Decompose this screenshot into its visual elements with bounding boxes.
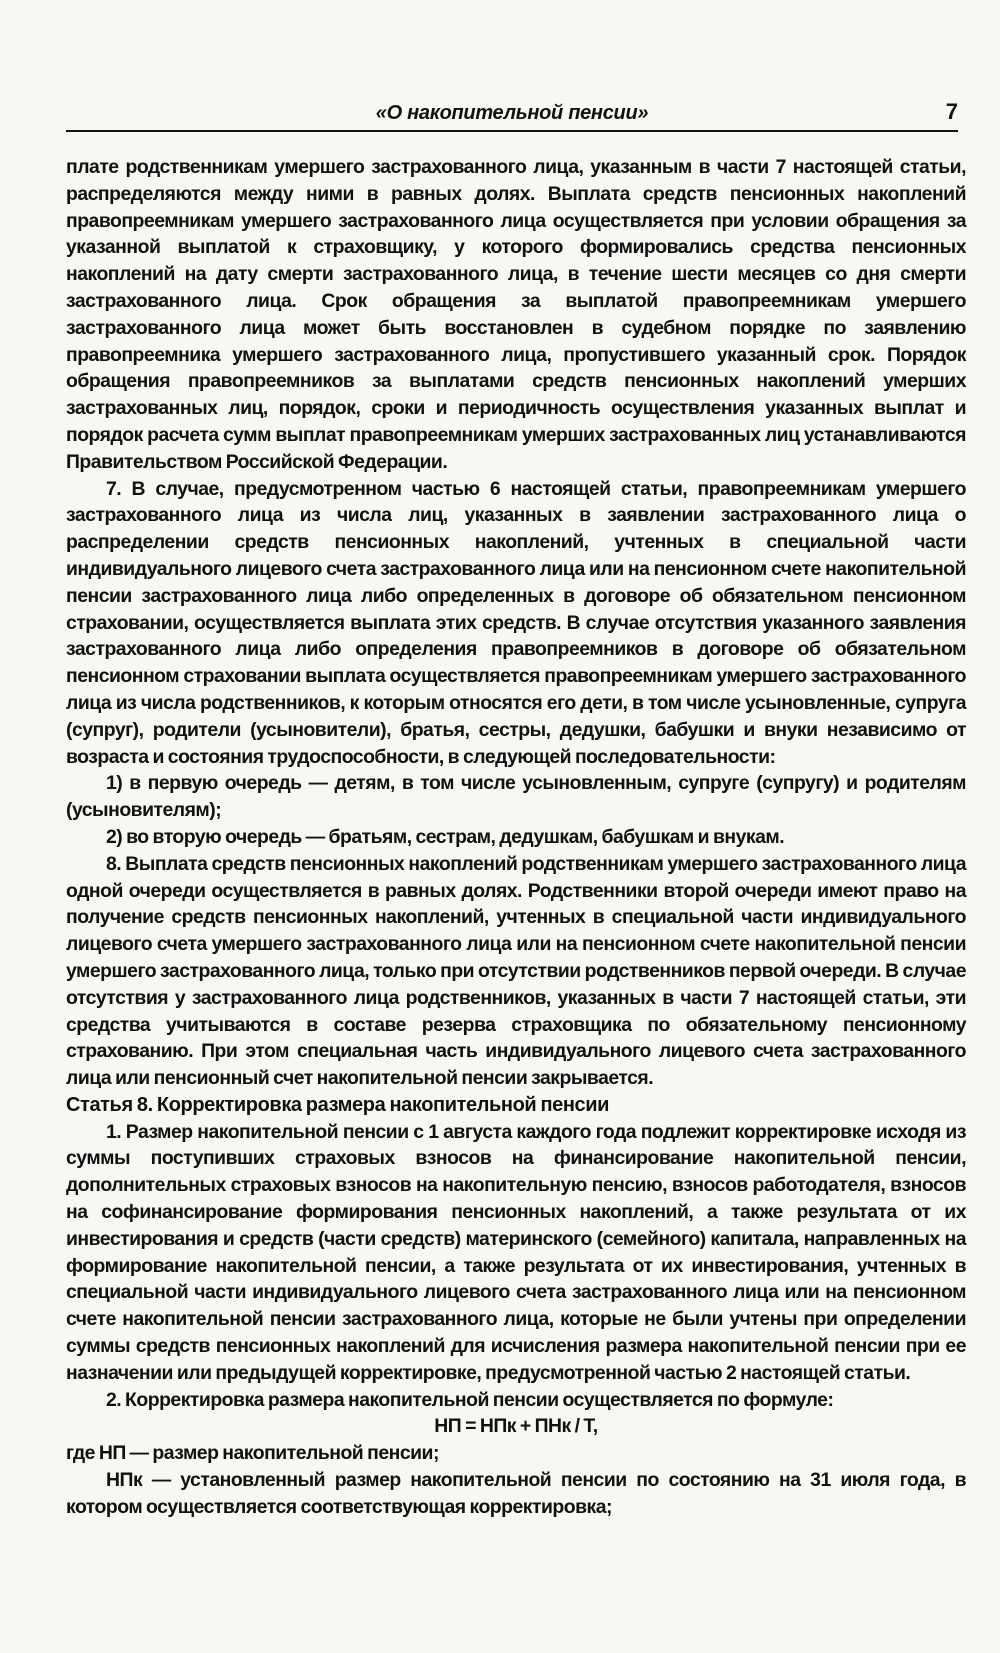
- formula-definition-np: где НП — размер накопительной пенсии;: [66, 1442, 439, 1465]
- page-number: 7: [945, 99, 958, 124]
- article-8-heading: Статья 8. Корректировка размера накопительной пенсии: [66, 1093, 610, 1116]
- document-body: [66, 154, 966, 1521]
- paragraph-part-8: 8. Выплата средств пенсионных накоплений родственникам умершего застрахованного лица одной очереди осуществляется в равных долях. Родственники второй очереди имеют право на получение средств пенсионных накоплений, учтенных в специальной части индивидуального лицевого счета умершего застрахованного лица или на пенсионном счете накопительной пенсии умершего застрахованного лица, только при отсутствии родственников первой очереди. В случае отсутствия у застрахованного лица родственников, указанных в части 7 настоящей статьи, эти средства учитываются в составе резерва страховщика по обязательному пенсионному страхованию. При этом специальная часть индивидуального лицевого счета застрахованного лица или пенсионный счет накопительной пенсии закрывается.: [66, 852, 966, 1090]
- list-item-second-priority: 2) во вторую очередь — братьям, сестрам, дедушкам, бабушкам и внукам.: [106, 825, 785, 848]
- formula-definition-npk: НПк — установленный размер накопительной пенсии по состоянию на 31 июля года, в котором осуществляется соответствующая корректировка;: [66, 1469, 966, 1518]
- paragraph-continuation: плате родственникам умершего застрахованного лица, указанным в части 7 настоящей статьи, распределяются между ними в равных долях. Выплата средств пенсионных накоплений правопреемникам умершего застрахованного лица осуществляется при условии обращения за указанной выплатой к страховщику, у которого формировались средства пенсионных накоплений на дату смерти застрахованного лица, в течение шести месяцев со дня смерти застрахованного лица. Срок обращения за выплатой правопреемникам умершего застрахованного лица может быть восстановлен в судебном порядке по заявлению правопреемника умершего застрахованного лица, пропустившего указанный срок. Порядок обращения правопреемников за выплатами средств пенсионных накоплений умерших застрахованных лиц, порядок, сроки и периодичность осуществления указанных выплат и порядок расчета сумм выплат правопреемникам умерших застрахованных лиц устанавливаются Правительством Российской Федерации.: [66, 156, 966, 473]
- paragraph-article-8-part-1: 1. Размер накопительной пенсии с 1 августа каждого года подлежит корректировке исходя из суммы поступивших страховых взносов на финансирование накопительной пенсии, дополнительных страховых взносов на накопительную пенсию, взносов работодателя, взносов на софинансирование формирования пенсионных накоплений, а также результата от их инвестирования и средств (части средств) материнского (семейного) капитала, направленных на формирование накопительной пенсии, а также результата от их инвестирования, учтенных в специальной части индивидуального лицевого счета застрахованного лица или на пенсионном счете накопительной пенсии застрахованного лица, которые не были учтены при определении суммы средств пенсионных накоплений для исчисления размера накопительной пенсии при ее назначении или предыдущей корректировке, предусмотренной частью 2 настоящей статьи.: [66, 1120, 966, 1384]
- formula: НП = НПк + ПНк / Т,: [434, 1415, 598, 1438]
- paragraph-article-8-part-2: 2. Корректировка размера накопительной пенсии осуществляется по формуле:: [106, 1388, 834, 1411]
- running-header: [66, 96, 958, 132]
- paragraph-part-7: 7. В случае, предусмотренном частью 6 настоящей статьи, правопреемникам умершего застрахованного лица из числа лиц, указанных в заявлении застрахованного лица о распределении средств пенсионных накоплений, учтенных в специальной части индивидуального лицевого счета застрахованного лица или на пенсионном счете накопительной пенсии застрахованного лица либо определенных в договоре об обязательном пенсионном страховании, осуществляется выплата этих средств. В случае отсутствия указанного заявления застрахованного лица либо определения правопреемников в договоре об обязательном пенсионном страховании выплата осуществляется правопреемникам умершего застрахованного лица из числа родственников, к которым относятся его дети, в том числе усыновленные, супруга (супруг), родители (усыновители), братья, сестры, дедушки, бабушки и внуки независимо от возраста и состояния трудоспособности, в следующей последовательности:: [66, 477, 966, 768]
- header-title: «О накопительной пенсии»: [375, 102, 649, 124]
- list-item-first-priority: 1) в первую очередь — детям, в том числе усыновленным, супруге (супругу) и родителям (усыновителям);: [66, 772, 966, 822]
